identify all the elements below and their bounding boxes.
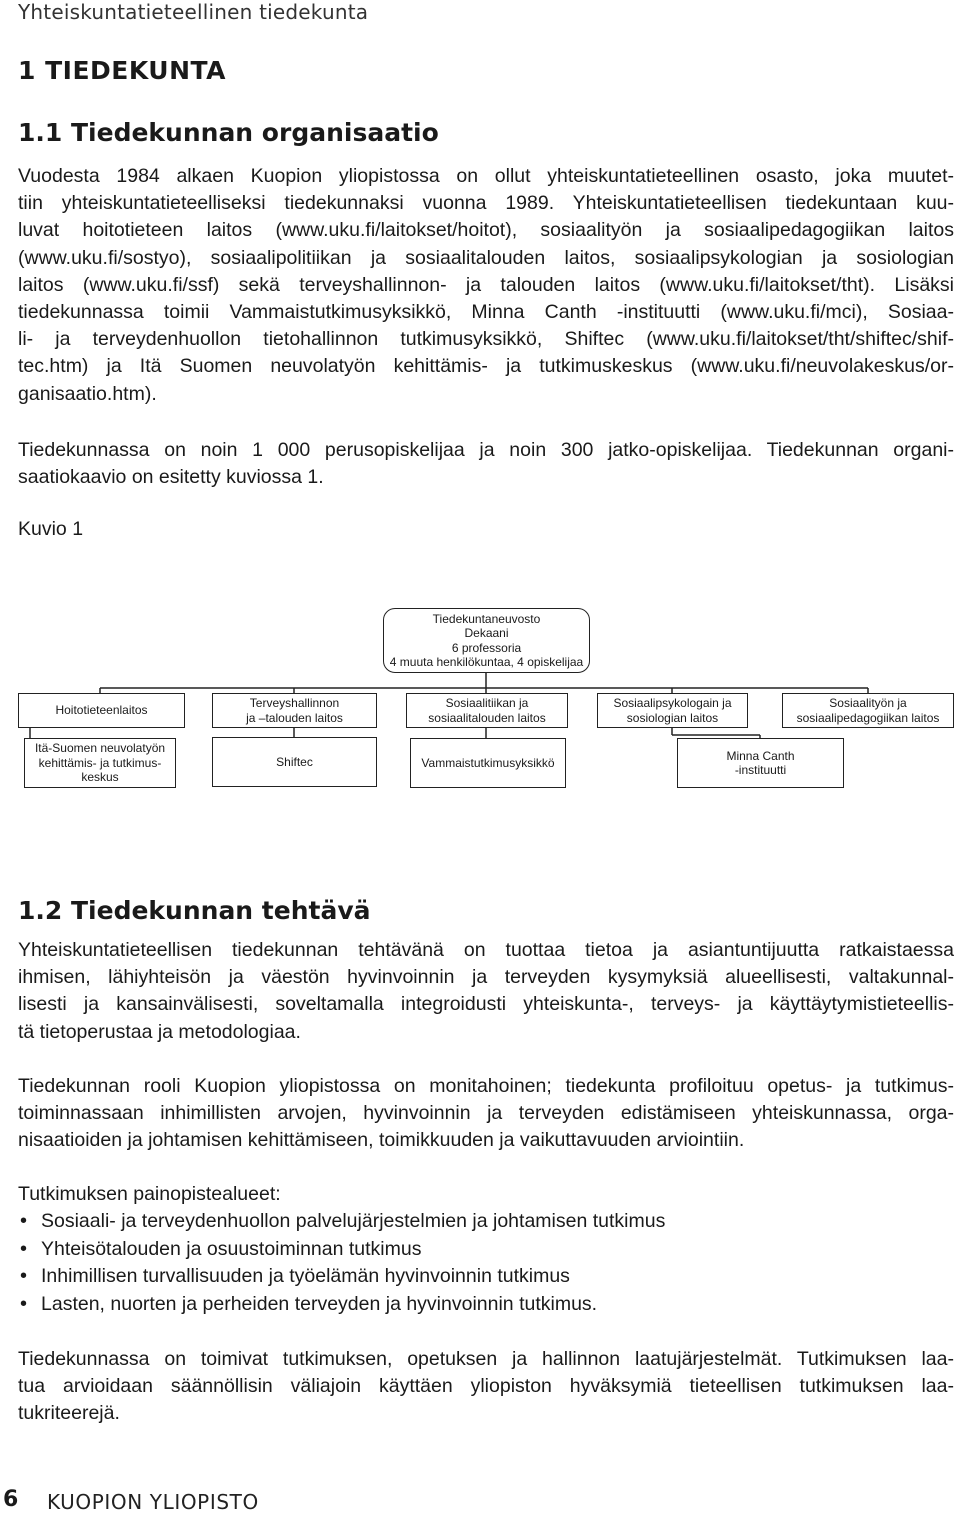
box-text-line: Hoitotieteenlaitos (55, 703, 148, 718)
chapter-heading: 1 TIEDEKUNTA (18, 56, 226, 85)
box-text-line: Minna Canth (726, 748, 795, 763)
list-item: • Inhimillisen turvallisuuden ja työelämän hyvinvoinnin tutkimus (18, 1263, 665, 1291)
page-number: 6 (3, 1487, 19, 1512)
section-heading-mission: 1.2 Tiedekunnan tehtävä (18, 896, 371, 925)
paragraph-quality (18, 1346, 954, 1428)
unit-box-shiftec (212, 737, 377, 787)
box-text-line: Sosiaalityön ja (829, 696, 907, 710)
text-line: tä tietoperustaa ja metodologiaa. (18, 1020, 301, 1043)
running-head: Yhteiskuntatieteellinen tiedekunta (18, 0, 369, 24)
box-text-line: Vammaistutkimusyksikkö (421, 755, 555, 770)
box-text-line: Tiedekuntaneuvosto (432, 611, 541, 626)
box-text-line: 6 professoria (451, 640, 522, 655)
box-text-line: kehittämis- ja tutkimus- (38, 755, 162, 770)
box-text-line: Sosiaalipsykologain ja (613, 696, 732, 710)
department-box-health-management (212, 693, 377, 728)
box-text-line: sosiaalitalouden laitos (428, 710, 546, 725)
list-item: • Lasten, nuorten ja perheiden terveyden ja hyvinvoinnin tutkimus. (18, 1291, 665, 1319)
text-line: ganisaatio.htm). (18, 382, 157, 405)
box-text-line: Itä-Suomen neuvolatyön (34, 741, 166, 756)
box-text-line: 4 muuta henkilökuntaa, 4 opiskelijaa (389, 655, 584, 669)
department-box-nursing (18, 693, 185, 728)
box-text-line: sosiologian laitos (626, 710, 719, 725)
figure-caption: Kuvio 1 (18, 518, 84, 540)
research-focus-list (18, 1208, 665, 1318)
department-box-social-work (782, 693, 954, 728)
text-line: lisesti ja kansainvälisesti, soveltamalla integroidusti yhteiskunta-, terveys- ja käyttäytymistieteellis- (18, 993, 954, 1016)
text-line: tiedekunnassa toimii Vammaistutkimusyksikkö, Minna Canth -instituutti (www.uku.fi/mci), Sosiaa- (18, 301, 954, 324)
text-line: tec.htm) ja Itä Suomen neuvolatyön kehittämis- ja tutkimuskeskus (www.uku.fi/neuvolakeskus/or- (18, 355, 954, 378)
text-line: tua arvioidaan säännöllisin väliajoin käyttäen yliopiston hyväksymiä tieteellisen tutkimuksen laa- (18, 1375, 954, 1398)
box-text-line: Shiftec (276, 754, 313, 769)
text-line: Vuodesta 1984 alkaen Kuopion yliopistossa on ollut yhteiskuntatieteellinen osasto, joka muutet- (18, 165, 954, 187)
text-line: tiin yhteiskuntatieteelliseksi tiedekunnaksi vuonna 1989. Yhteiskuntatieteellisen tiedekuntaan kuu- (18, 192, 954, 215)
box-text-line: keskus (81, 770, 119, 785)
unit-box-child-health-centre (24, 738, 176, 788)
paragraph-students (18, 437, 954, 491)
org-chart (0, 600, 960, 800)
unit-box-disability-research (410, 738, 566, 788)
paragraph-organisation (18, 163, 954, 408)
box-text-line: Sosiaalitiikan ja (445, 696, 529, 710)
text-line: luvat hoitotieteen laitos (www.uku.fi/laitokset/hoitot), sosiaalityön ja sosiaalipedagogiikan laitos (18, 219, 954, 242)
box-text-line: Terveyshallinnon (249, 696, 340, 710)
department-box-social-psychology (597, 693, 748, 728)
text-line: toiminnassaan inhimillisten arvojen, hyvinvoinnin ja terveyden edistämiseen yhteiskunnassa, orga- (18, 1102, 954, 1125)
text-line: nisaatioiden ja johtamisen kehittämiseen, toimikkuuden ja vaikuttavuuden arviointiin. (18, 1129, 745, 1152)
section-heading-organisation: 1.1 Tiedekunnan organisaatio (18, 118, 439, 147)
text-line: Yhteiskuntatieteellisen tiedekunnan tehtävänä on tuottaa tietoa ja asiantuntijuutta ratkaistaessa (18, 939, 954, 961)
list-item: • Sosiaali- ja terveydenhuollon palvelujärjestelmien ja johtamisen tutkimus (18, 1208, 665, 1236)
list-intro: Tutkimuksen painopistealueet: (18, 1183, 281, 1205)
paragraph-mission (18, 937, 954, 1046)
text-line: tukriteerejä. (18, 1402, 120, 1425)
department-box-social-policy (406, 693, 568, 728)
box-text-line: ja –talouden laitos (246, 710, 343, 725)
box-text-line: Dekaani (464, 626, 509, 640)
publisher-name: KUOPION YLIOPISTO (47, 1490, 259, 1514)
text-line: Tiedekunnan rooli Kuopion yliopistossa on monitahoinen; tiedekunta profiloituu opetus- ja tutkimus- (18, 1075, 954, 1097)
text-line: (www.uku.fi/sostyo), sosiaalipolitiikan ja sosiaalitalouden laitos, sosiaalipsykologian ja sosiologian (18, 246, 954, 269)
text-line: saatiokaavio on esitetty kuviossa 1. (18, 466, 324, 489)
text-line: li- ja terveydenhuollon tietohallinnon tutkimusyksikkö, Shiftec (www.uku.fi/laitokset/tht/shiftec/shif- (18, 328, 954, 351)
text-line: ihmisen, lähiyhteisön ja väestön hyvinvoinnin ja terveyden kysymyksiä alueellisesti, valtakunnal- (18, 966, 954, 989)
box-text-line: -instituutti (734, 763, 787, 777)
box-text-line: sosiaalipedagogiikan laitos (796, 710, 940, 725)
list-item: • Yhteisötalouden ja osuustoiminnan tutkimus (18, 1236, 665, 1264)
text-line: Tiedekunnassa on noin 1 000 perusopiskelijaa ja noin 300 jatko-opiskelijaa. Tiedekunnan organi- (18, 439, 954, 461)
unit-box-minna-canth-institute (677, 738, 844, 788)
text-line: laitos (www.uku.fi/ssf) sekä terveyshallinnon- ja talouden laitos (www.uku.fi/laitokset/tht). Lisäksi (18, 273, 954, 296)
page-footer (0, 1487, 960, 1515)
paragraph-role (18, 1073, 954, 1155)
text-line: Tiedekunnassa on toimivat tutkimuksen, opetuksen ja hallinnon laatujärjestelmät. Tutkimuksen laa- (18, 1348, 954, 1370)
faculty-council-box (383, 608, 590, 673)
